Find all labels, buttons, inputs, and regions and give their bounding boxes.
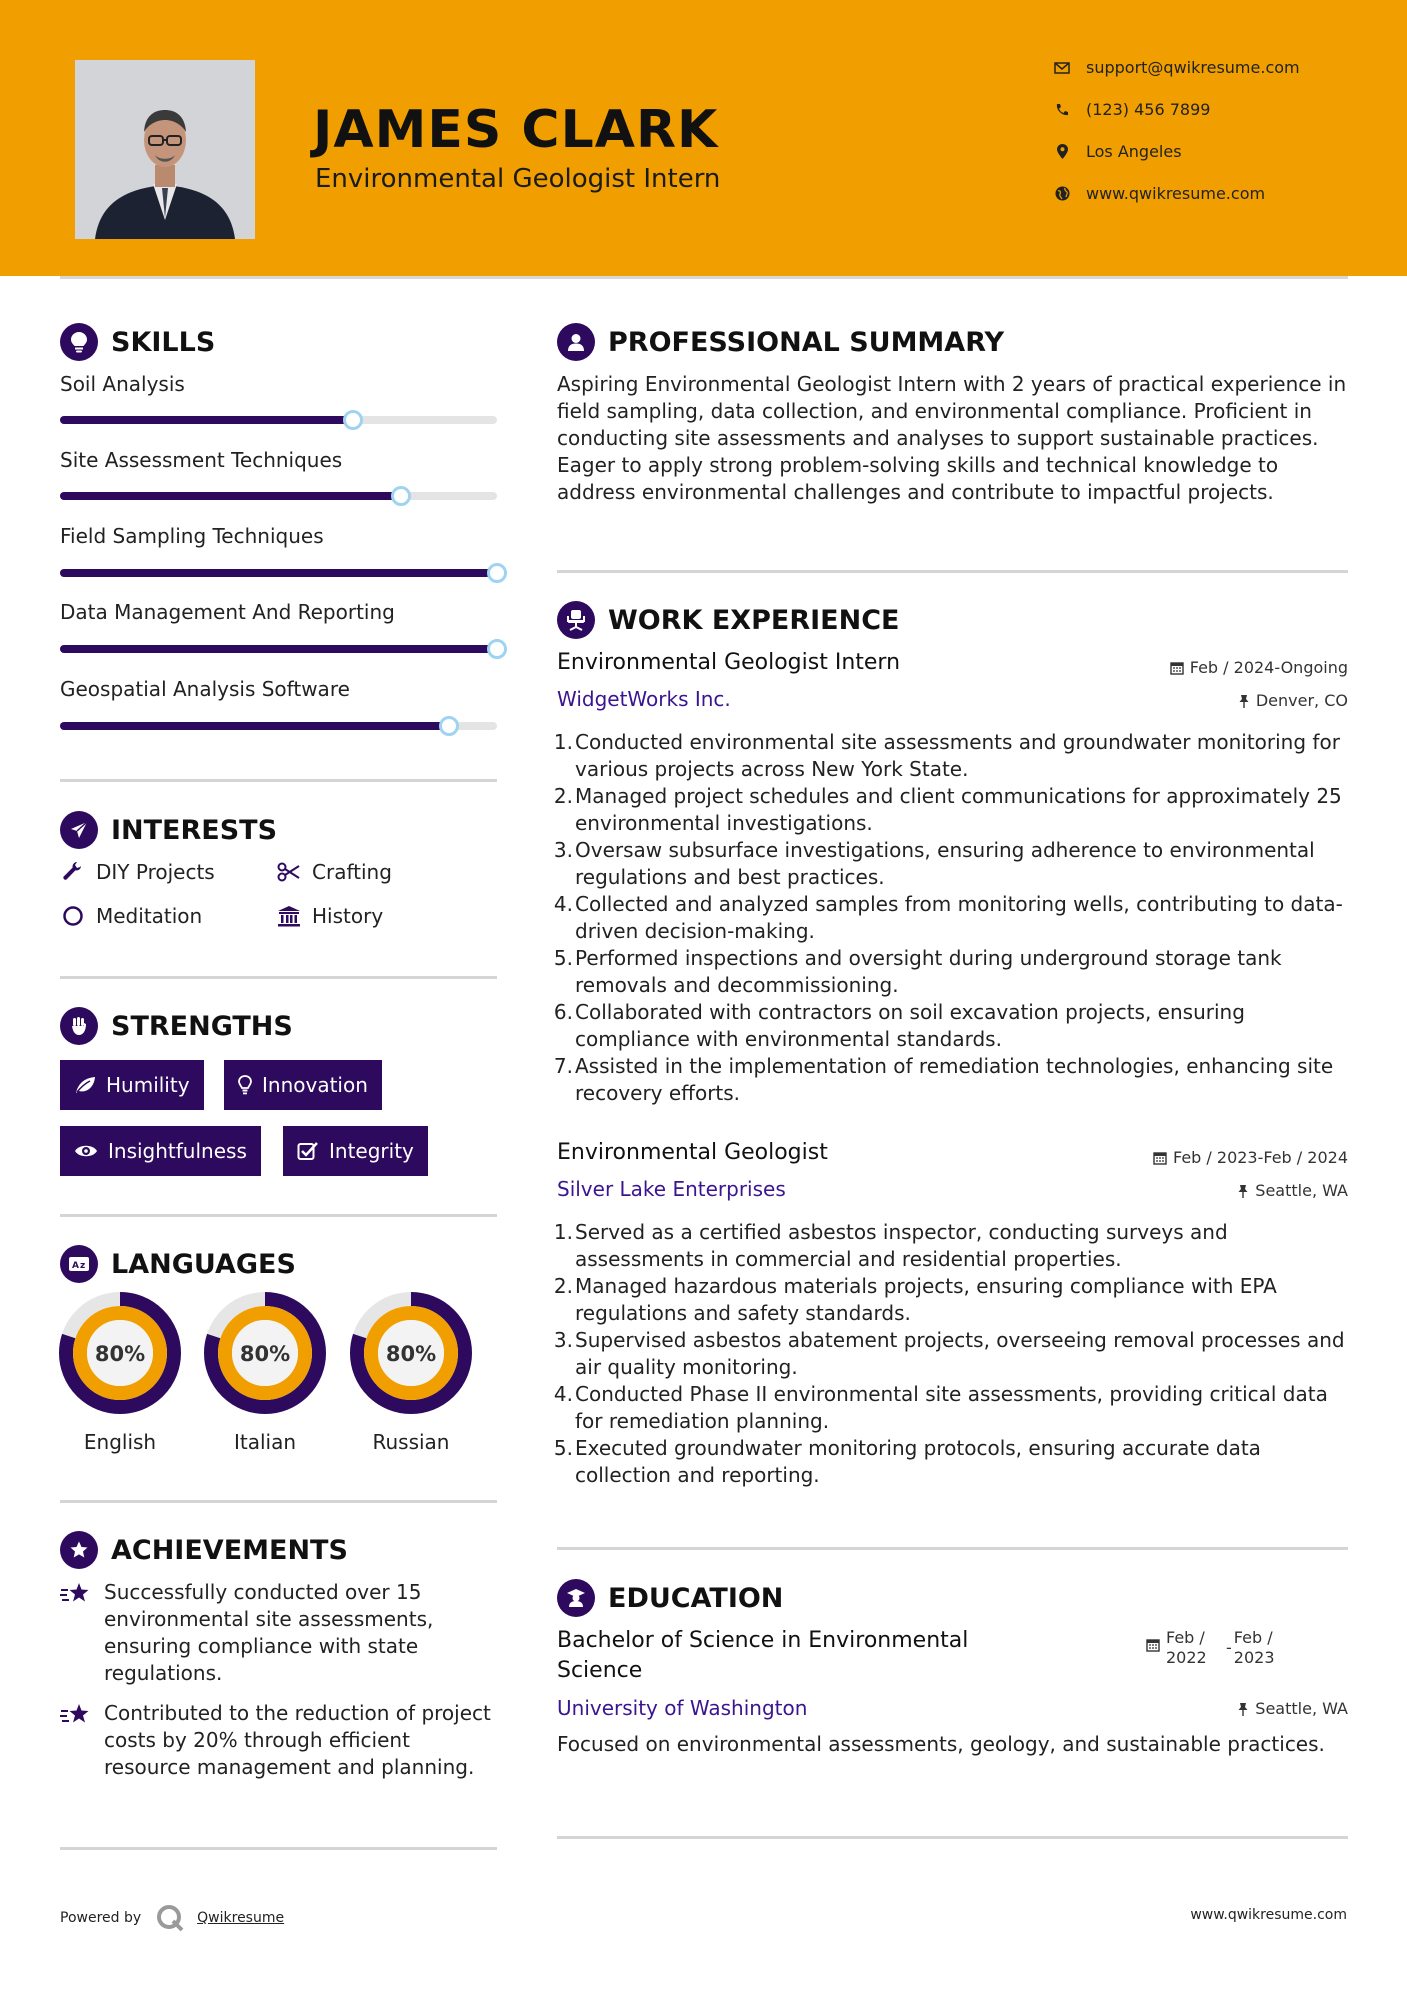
skill-bar [60, 722, 497, 730]
pushpin-icon [1237, 1184, 1249, 1198]
calendar-icon [1170, 661, 1184, 675]
gauge-percent-label: 80% [94, 1342, 146, 1366]
skill-bar-fill [60, 722, 449, 730]
star-badge-icon [60, 1531, 98, 1569]
job-dates-text: Feb / 2023-Feb / 2024 [1173, 1148, 1348, 1167]
job-bullet: 7. Assisted in the implementation of remediation technologies, enhancing site recovery efforts. [553, 1054, 1334, 1105]
language-gauge [349, 1291, 473, 1419]
header-banner [0, 0, 1407, 276]
language-gauge [58, 1291, 182, 1419]
strength-tag [60, 1060, 204, 1110]
skill-bar-fill [60, 416, 353, 424]
interest-label: History [312, 904, 384, 928]
job-location [1238, 691, 1348, 710]
achievement-item [60, 1579, 500, 1687]
candidate-name: JAMES CLARK [313, 100, 719, 160]
section-divider [557, 1547, 1348, 1550]
contact-website[interactable] [1050, 184, 1265, 203]
skill-bar-fill [60, 645, 497, 653]
interest-label: Crafting [312, 860, 392, 884]
education-location [1237, 1699, 1348, 1718]
language-name: Russian [372, 1430, 450, 1454]
skill-bar-knob [487, 563, 507, 583]
strengths-heading [60, 1007, 293, 1045]
contact-phone[interactable] [1050, 100, 1210, 119]
qwikresume-link[interactable]: Qwikresume [197, 1910, 285, 1926]
footer-url[interactable]: www.qwikresume.com [1190, 1907, 1347, 1923]
checkbox-icon [297, 1141, 319, 1161]
section-divider [60, 779, 497, 782]
graduate-icon [557, 1579, 595, 1617]
education-location-text: Seattle, WA [1255, 1699, 1348, 1718]
education-heading-text: EDUCATION [608, 1582, 784, 1614]
gauge-percent-label: 80% [239, 1342, 291, 1366]
leaf-icon [74, 1076, 96, 1094]
gauge-percent-label: 80% [385, 1342, 437, 1366]
education-end: - Feb / 2023 [1226, 1628, 1275, 1667]
achievement-text: Contributed to the reduction of project costs by 20% through efficient resource management and planning. [104, 1701, 491, 1779]
user-icon [557, 323, 595, 361]
skill-bar-knob [439, 716, 459, 736]
summary-text: Aspiring Environmental Geologist Intern with 2 years of practical experience in field sampling, data collection, and environmental compliance. Proficient in conducting site assessments and analyses to support sustainable practices. Eager to apply strong problem-solving skills and technical knowledge to address environmental challenges and contribute to impactful projects. [557, 372, 1347, 504]
strengths-heading-text: STRENGTHS [111, 1010, 293, 1042]
pushpin-icon [1238, 694, 1250, 708]
skill-bar [60, 416, 497, 424]
language-gauge-ring [349, 1291, 473, 1415]
svg-text:A: A [72, 1261, 79, 1271]
header-divider [60, 276, 1348, 279]
skill-bar-knob [343, 410, 363, 430]
qwikresume-logo-icon [155, 1903, 185, 1933]
shooting-star-icon [60, 1579, 104, 1687]
contact-location-text: Los Angeles [1086, 142, 1182, 161]
skill-label: Field Sampling Techniques [60, 524, 324, 548]
museum-icon [276, 905, 302, 927]
job-title: Environmental Geologist Intern [557, 650, 901, 675]
languages-heading [60, 1245, 296, 1283]
section-divider [60, 1500, 497, 1503]
education-heading [557, 1579, 783, 1617]
company-name: Silver Lake Enterprises [557, 1177, 786, 1201]
job-bullet: 1. Served as a certified asbestos inspector, conducting surveys and assessments in commercial and residential properties. [553, 1220, 1228, 1271]
powered-by-text: Powered by [60, 1910, 142, 1926]
calendar-icon [1146, 1638, 1160, 1652]
job-bullet: 1. Conducted environmental site assessments and groundwater monitoring for various projects across New York State. [553, 730, 1340, 781]
skill-bar-knob [487, 639, 507, 659]
skills-heading-text: SKILLS [111, 326, 216, 358]
section-divider [557, 570, 1348, 573]
skill-bar-fill [60, 492, 401, 500]
achievements-heading [60, 1531, 348, 1569]
section-divider [557, 1836, 1348, 1839]
contact-email-text: support@qwikresume.com [1086, 58, 1300, 77]
envelope-icon [1050, 62, 1074, 74]
languages-heading-text: LANGUAGES [111, 1248, 296, 1280]
degree-title [557, 1626, 968, 1686]
strength-tag [283, 1126, 428, 1176]
interests-heading [60, 811, 277, 849]
interests-heading-text: INTERESTS [111, 814, 278, 846]
experience-heading [557, 601, 899, 639]
skill-bar-fill [60, 569, 497, 577]
degree-title-line: Science [557, 1658, 643, 1683]
job-bullet: 3. Supervised asbestos abatement projects, overseeing removal processes and air quality monitoring. [553, 1328, 1345, 1379]
experience-heading-text: WORK EXPERIENCE [608, 604, 900, 636]
job-bullet: 5. Executed groundwater monitoring protocols, ensuring accurate data collection and reporting. [553, 1436, 1261, 1487]
profile-photo [75, 60, 255, 239]
strength-label: Insightfulness [108, 1139, 247, 1163]
company-name: WidgetWorks Inc. [557, 687, 731, 711]
job-bullets [553, 1219, 1357, 1489]
strength-label: Integrity [329, 1139, 414, 1163]
eye-icon [74, 1143, 98, 1159]
job-bullets [553, 729, 1357, 1107]
school-name: University of Washington [557, 1696, 808, 1720]
job-dates-text: Feb / 2024-Ongoing [1189, 658, 1348, 677]
shooting-star-icon [60, 1700, 104, 1781]
phone-icon [1050, 103, 1074, 117]
job-dates [1153, 1148, 1348, 1167]
interest-item [276, 904, 383, 928]
degree-title-line: Bachelor of Science in Environmental [557, 1628, 969, 1653]
interest-item [276, 860, 392, 884]
contact-email[interactable] [1050, 58, 1300, 77]
achievement-item [60, 1700, 500, 1781]
job-bullet: 4. Conducted Phase II environmental site assessments, providing critical data for remediation planning. [553, 1382, 1328, 1433]
job-bullet: 6. Collaborated with contractors on soil excavation projects, ensuring compliance with environmental standards. [553, 1000, 1245, 1051]
skills-heading [60, 323, 215, 361]
achievements-heading-text: ACHIEVEMENTS [111, 1534, 348, 1566]
scissors-icon [276, 862, 302, 882]
skill-bar-knob [391, 486, 411, 506]
summary-heading [557, 323, 1004, 361]
job-bullet: 3. Oversaw subsurface investigations, ensuring adherence to environmental regulations and best practices. [553, 838, 1315, 889]
calendar-icon [1153, 1151, 1167, 1165]
job-location-text: Seattle, WA [1255, 1181, 1348, 1200]
strength-label: Innovation [262, 1073, 368, 1097]
contact-website-text: www.qwikresume.com [1086, 184, 1266, 203]
raised-fist-icon [60, 1007, 98, 1045]
contact-phone-text: (123) 456 7899 [1086, 100, 1211, 119]
skill-label: Site Assessment Techniques [60, 448, 343, 472]
job-location-text: Denver, CO [1255, 691, 1348, 710]
svg-text:z: z [80, 1261, 86, 1271]
job-bullet: 2. Managed hazardous materials projects, ensuring compliance with EPA regulations and safety standards. [553, 1274, 1277, 1325]
section-divider [60, 1847, 497, 1850]
footer-powered-by [60, 1903, 284, 1933]
wrench-icon [60, 861, 86, 883]
job-dates [1170, 658, 1348, 677]
education-description: Focused on environmental assessments, geology, and sustainable practices. [557, 1732, 1325, 1756]
interest-item [60, 904, 202, 928]
skill-label: Geospatial Analysis Software [60, 677, 350, 701]
skill-bar [60, 569, 497, 577]
language-name: Italian [233, 1430, 297, 1454]
strength-tag [224, 1060, 382, 1110]
language-gauge-ring [58, 1291, 182, 1415]
skill-label: Soil Analysis [60, 372, 185, 396]
job-location [1237, 1181, 1348, 1200]
globe-icon [1050, 186, 1074, 201]
job-bullet: 2. Managed project schedules and client communications for approximately 25 environmental investigations. [553, 784, 1342, 835]
summary-heading-text: PROFESSIONAL SUMMARY [608, 326, 1005, 358]
strength-label: Humility [106, 1073, 190, 1097]
interest-item [60, 860, 215, 884]
language-name: English [83, 1430, 157, 1454]
language-card-icon [60, 1245, 98, 1283]
achievement-text: Successfully conducted over 15 environmental site assessments, ensuring compliance with state regulations. [104, 1580, 434, 1685]
job-title: Environmental Geologist [557, 1140, 828, 1165]
paper-plane-icon [60, 811, 98, 849]
job-bullet: 4. Collected and analyzed samples from monitoring wells, contributing to data-driven decision-making. [553, 892, 1343, 943]
skill-bar [60, 645, 497, 653]
skill-label: Data Management And Reporting [60, 600, 395, 624]
lightbulb-icon [60, 323, 98, 361]
strength-tag [60, 1126, 261, 1176]
interest-label: DIY Projects [96, 860, 215, 884]
language-gauge-ring [203, 1291, 327, 1415]
interest-label: Meditation [96, 904, 203, 928]
candidate-role: Environmental Geologist Intern [315, 164, 721, 194]
job-bullet: 5. Performed inspections and oversight during underground storage tank removals and decommissioning. [553, 946, 1282, 997]
education-start: Feb / 2022 [1166, 1628, 1207, 1667]
office-chair-icon [557, 601, 595, 639]
education-dates [1146, 1628, 1275, 1668]
skill-bar [60, 492, 497, 500]
section-divider [60, 1214, 497, 1217]
lightbulb-icon [238, 1075, 252, 1095]
pushpin-icon [1237, 1702, 1249, 1716]
section-divider [60, 976, 497, 979]
map-pin-icon [1050, 144, 1074, 159]
contact-location [1050, 142, 1182, 161]
circle-icon [60, 905, 86, 927]
language-gauge [203, 1291, 327, 1419]
